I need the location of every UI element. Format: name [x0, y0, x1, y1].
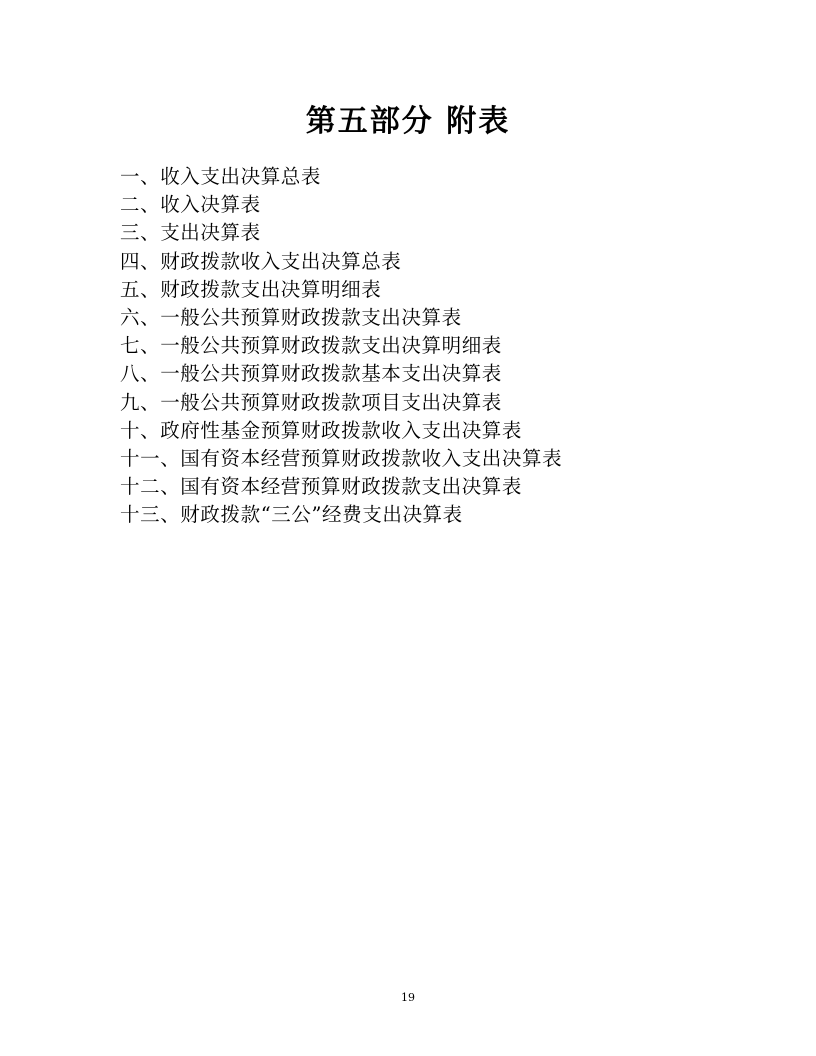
list-item: 四、财政拨款收入支出决算总表 [120, 249, 402, 273]
list-item: 九、一般公共预算财政拨款项目支出决算表 [120, 390, 502, 414]
list-item: 二、收入决算表 [120, 193, 261, 217]
list-item: 十二、国有资本经营预算财政拨款支出决算表 [120, 475, 523, 499]
list-item: 八、一般公共预算财政拨款基本支出决算表 [120, 362, 502, 386]
list-item: 十一、国有资本经营预算财政拨款收入支出决算表 [120, 447, 563, 471]
list-item: 七、一般公共预算财政拨款支出决算明细表 [120, 334, 502, 358]
page-number: 19 [401, 991, 415, 1004]
page-title: 第五部分 附表 [305, 104, 511, 139]
table-of-contents [120, 163, 700, 530]
list-item: 三、支出决算表 [120, 221, 261, 245]
list-item: 十三、财政拨款“三公”经费支出决算表 [120, 503, 463, 527]
list-item: 十、政府性基金预算财政拨款收入支出决算表 [120, 418, 523, 442]
list-item: 六、一般公共预算财政拨款支出决算表 [120, 306, 462, 330]
list-item: 五、财政拨款支出决算明细表 [120, 277, 382, 301]
list-item: 一、收入支出决算总表 [120, 165, 322, 188]
